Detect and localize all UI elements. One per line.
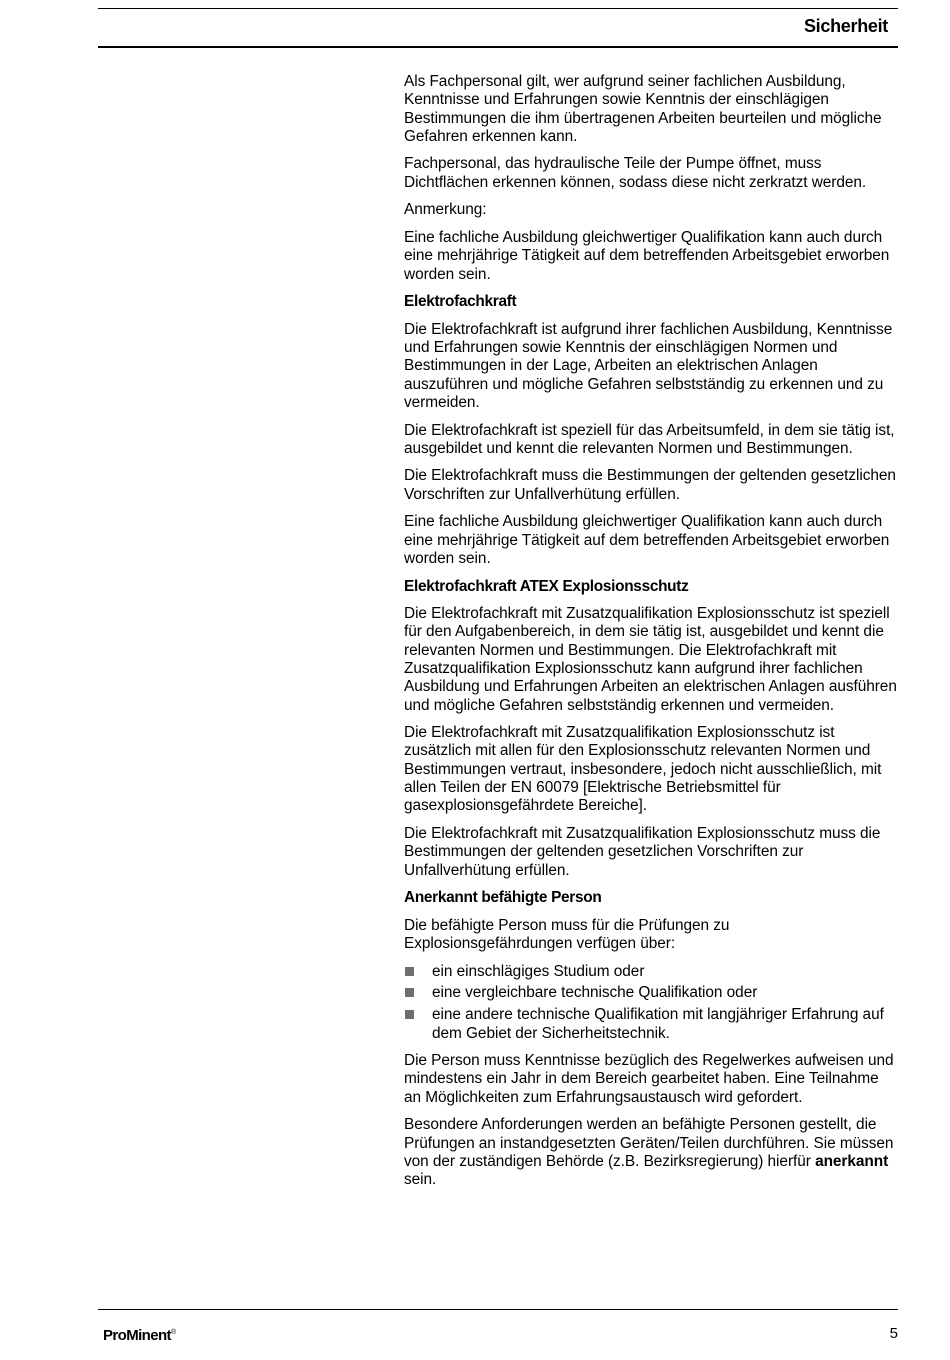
square-bullet-icon [405,988,414,997]
main-content [404,73,898,1199]
list-item [404,1006,898,1043]
footer-rule [98,1309,898,1310]
square-bullet-icon [405,967,414,976]
paragraph: Die befähigte Person muss für die Prüfungen zu Explosionsgefährdungen verfügen über: [404,916,730,953]
paragraph: Die Elektrofachkraft muss die Bestimmungen der geltenden gesetzlichen Vorschriften zur Unfallverhütung erfüllen. [404,467,896,503]
logo-text-minent: Minent [126,1327,171,1344]
paragraph: Die Person muss Kenntnisse bezüglich des Regelwerkes aufweisen und mindestens ein Jahr in dem Bereich gearbeitet haben. Eine Teilnahme an Möglichkeiten zum Erfahrungsaustausch wird gefordert. [404,1052,894,1106]
page-number: 5 [889,1325,898,1342]
list-item-text: eine andere technische Qualifikation mit langjähriger Erfahrung auf dem Gebiet der Sicherheitstechnik. [432,1006,884,1042]
heading-atex: Elektrofachkraft ATEX Explosionsschutz [404,577,689,595]
list-item-text: eine vergleichbare technische Qualifikation oder [432,984,758,1002]
paragraph: Die Elektrofachkraft ist aufgrund ihrer fachlichen Ausbildung, Kenntnisse und Erfahrungen sowie Kenntnis der einschlägigen Normen und Bestimmungen in der Lage, Arbeiten an elektrischen Anlagen auszuführen und mögliche Gefahren selbstständig zu erkennen und zu vermeiden. [404,320,893,411]
paragraph: Die Elektrofachkraft ist speziell für das Arbeitsumfeld, in dem sie tätig ist, ausgebildet und kennt die relevanten Normen und Bestimmungen. [404,421,895,457]
paragraph-text: Besondere Anforderungen werden an befähigte Personen gestellt, die Prüfungen an instandgesetzten Geräten/Teilen durchführen. Sie müssen von der zuständigen Behörde (z.B. Bezirksregierung) hierfür [404,1116,894,1170]
paragraph-final [404,1116,898,1189]
square-bullet-icon [405,1010,414,1019]
list-item-text: ein einschlägiges Studium oder [432,962,645,980]
heading-befaehigte-person: Anerkannt befähigte Person [404,889,602,907]
header-rule-top [98,8,898,9]
section-title: Sicherheit [803,16,888,36]
list-item [404,984,898,1002]
paragraph-text: sein. [404,1171,437,1189]
paragraph: Anmerkung: [404,201,487,219]
list-item [404,963,898,981]
paragraph: Eine fachliche Ausbildung gleichwertiger Qualifikation kann auch durch eine mehrjährige Tätigkeit auf dem betreffenden Arbeitsgebiet erworben worden sein. [404,513,890,567]
prominent-logo [103,1327,176,1344]
requirements-list [404,963,898,1043]
heading-elektrofachkraft: Elektrofachkraft [404,293,517,311]
paragraph: Eine fachliche Ausbildung gleichwertiger Qualifikation kann auch durch eine mehrjährige Tätigkeit auf dem betreffenden Arbeitsgebiet erworben worden sein. [404,228,890,283]
paragraph: Die Elektrofachkraft mit Zusatzqualifikation Explosionsschutz muss die Bestimmungen der geltenden gesetzlichen Vorschriften zur Unfallverhütung erfüllen. [404,824,881,879]
header-rule-bottom [98,46,898,48]
paragraph: Fachpersonal, das hydraulische Teile der Pumpe öffnet, muss Dichtflächen erkennen können, sodass diese nicht zerkratzt werden. [404,155,867,191]
registered-mark: ® [170,1329,176,1336]
paragraph: Die Elektrofachkraft mit Zusatzqualifikation Explosionsschutz ist zusätzlich mit allen für den Explosionsschutz relevanten Normen und Bestimmungen vertraut, insbesondere, jedoch nicht ausschließlich, mit allen Teilen der EN 60079 [Elektrische Betriebsmittel für gasexplosionsgefährdete Bereiche]. [404,724,882,815]
emphasis-anerkannt: anerkannt [815,1152,889,1170]
paragraph: Als Fachpersonal gilt, wer aufgrund seiner fachlichen Ausbildung, Kenntnisse und Erfahrungen sowie Kenntnis der einschlägigen Bestimmungen die ihm übertragenen Arbeiten beurteilen und mögliche Gefahren erkennen kann. [404,73,882,145]
logo-text-pro: Pro [103,1327,127,1344]
paragraph: Die Elektrofachkraft mit Zusatzqualifikation Explosionsschutz ist speziell für den Aufgabenbereich, in dem sie tätig ist, ausgebildet und kennt die relevanten Normen und Bestimmungen. Die Elektrofachkraft mit Zusatzqualifikation Explosionsschutz kann aufgrund ihrer fachlichen Ausbildung und Erfahrungen Arbeiten an elektrischen Anlagen ausführen und mögliche Gefahren selbstständig erkennen und vermeiden. [404,605,897,714]
